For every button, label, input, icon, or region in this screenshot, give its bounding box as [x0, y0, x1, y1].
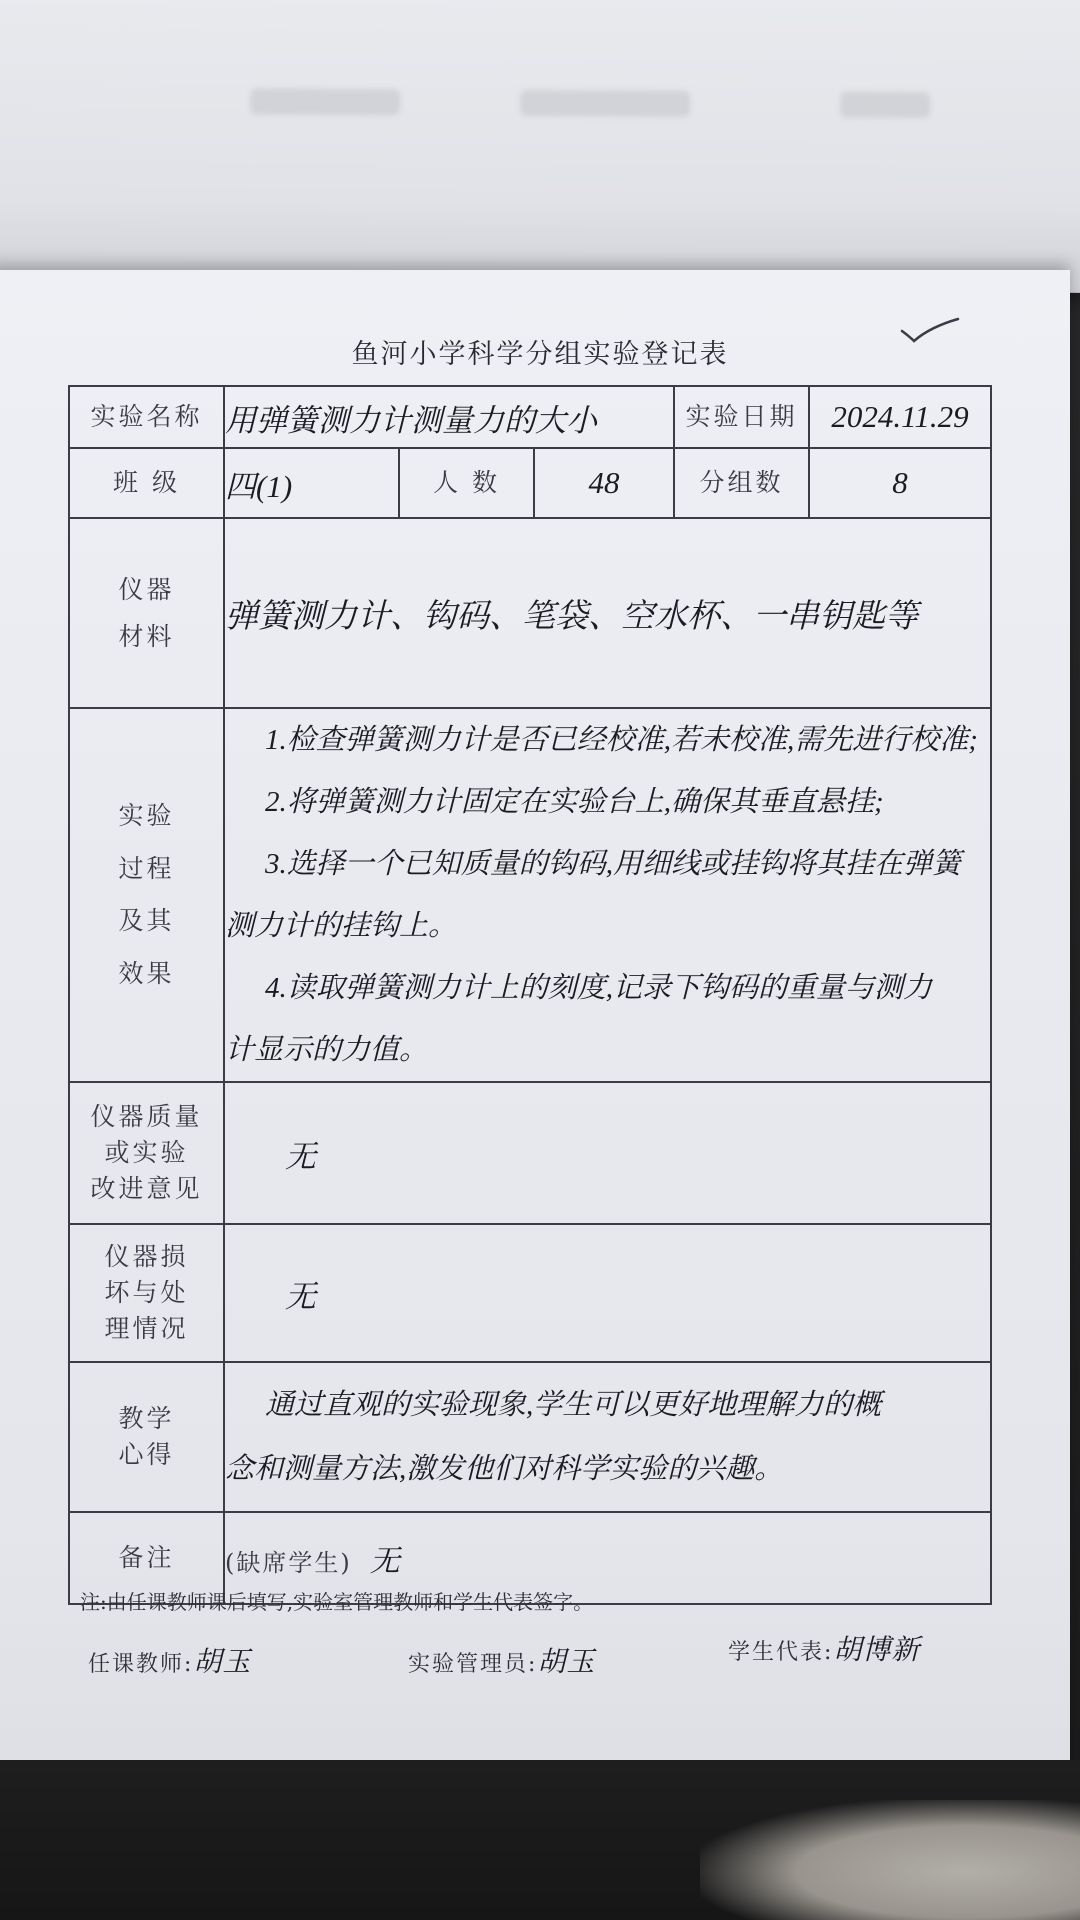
process-steps [224, 708, 991, 1082]
damage-label-line: 理情况 [104, 1314, 189, 1344]
underlying-page [0, 0, 1080, 293]
quality-label [69, 1082, 224, 1224]
groups-label: 分组数 [674, 448, 809, 518]
remarks-printed-text: (缺席学生) [225, 1549, 352, 1577]
experiment-name-label: 实验名称 [69, 386, 224, 448]
process-step: 计显示的力值。 [225, 1034, 429, 1066]
equipment-label-line: 材料 [118, 622, 175, 651]
experiment-name-value: 用弹簧测力计测量力的大小 [224, 386, 674, 448]
remarks-value: 无 [369, 1545, 400, 1578]
fabric-corner [700, 1800, 1080, 1920]
lab-admin-signature [408, 1640, 595, 1680]
equipment-value: 弹簧测力计、钩码、笔袋、空水杯、一串钥匙等 [224, 518, 991, 708]
process-label-line: 及其 [118, 906, 175, 935]
class-label: 班 级 [69, 448, 224, 518]
damage-label [69, 1224, 224, 1362]
damage-value: 无 [224, 1224, 991, 1362]
process-step: 2.将弹簧测力计固定在实验台上,确保其垂直悬挂; [265, 786, 884, 818]
experiment-date-value: 2024.11.29 [809, 386, 991, 448]
class-value: 四(1) [224, 448, 399, 518]
faint-show-through-text [840, 92, 930, 118]
reflection-label-line: 心得 [118, 1440, 175, 1469]
faint-show-through-text [250, 89, 400, 116]
registration-table [68, 385, 992, 1605]
student-rep-signature [728, 1628, 920, 1668]
reflection-label [69, 1362, 224, 1512]
row-reflection [69, 1362, 991, 1512]
row-experiment-name [69, 386, 991, 448]
groups-value: 8 [809, 448, 991, 518]
faint-show-through-text [520, 90, 690, 117]
lab-admin-value: 胡玉 [537, 1647, 596, 1678]
checkmark-icon [900, 315, 960, 345]
reflection-text [224, 1362, 991, 1512]
quality-label-line: 或实验 [104, 1137, 189, 1167]
lab-admin-label: 实验管理员: [408, 1652, 538, 1677]
teacher-label: 任课教师: [88, 1652, 194, 1677]
row-class-info [69, 448, 991, 518]
process-label-line: 效果 [118, 958, 175, 988]
process-label-line: 实验 [118, 801, 175, 830]
reflection-line: 通过直观的实验现象,学生可以更好地理解力的概 [265, 1389, 882, 1421]
experiment-date-label: 实验日期 [674, 386, 809, 448]
document-title: 鱼河小学科学分组实验登记表 [351, 339, 729, 370]
student-rep-label: 学生代表: [728, 1640, 834, 1665]
reflection-label-line: 教学 [118, 1403, 175, 1433]
row-process [69, 708, 991, 1082]
process-label-line: 过程 [118, 853, 175, 883]
people-label: 人 数 [399, 448, 534, 518]
student-rep-value: 胡博新 [833, 1635, 921, 1666]
row-quality [69, 1082, 991, 1224]
damage-label-line: 坏与处 [104, 1277, 189, 1307]
process-step: 3.选择一个已知质量的钩码,用细线或挂钩将其挂在弹簧 [265, 848, 962, 880]
row-damage [69, 1224, 991, 1362]
process-step: 1.检查弹簧测力计是否已经校准,若未校准,需先进行校准; [265, 724, 978, 756]
process-step: 测力计的挂钩上。 [225, 910, 458, 942]
process-step: 4.读取弹簧测力计上的刻度,记录下钩码的重量与测力 [265, 972, 933, 1004]
reflection-line: 念和测量方法,激发他们对科学实验的兴趣。 [225, 1453, 784, 1485]
quality-value: 无 [224, 1082, 991, 1224]
form-note: 注:由任课教师课后填写,实验室管理教师和学生代表签字。 [80, 1590, 594, 1614]
row-equipment [69, 518, 991, 708]
people-value: 48 [534, 448, 674, 518]
teacher-value: 胡玉 [193, 1647, 252, 1678]
equipment-label-line: 仪器 [118, 574, 175, 604]
damage-label-line: 仪器损 [104, 1241, 189, 1271]
equipment-label [69, 518, 224, 708]
quality-label-line: 改进意见 [90, 1174, 203, 1204]
teacher-signature [88, 1640, 251, 1680]
remarks-label: 备注 [69, 1512, 224, 1604]
quality-label-line: 仪器质量 [90, 1101, 203, 1131]
process-label [69, 708, 224, 1082]
